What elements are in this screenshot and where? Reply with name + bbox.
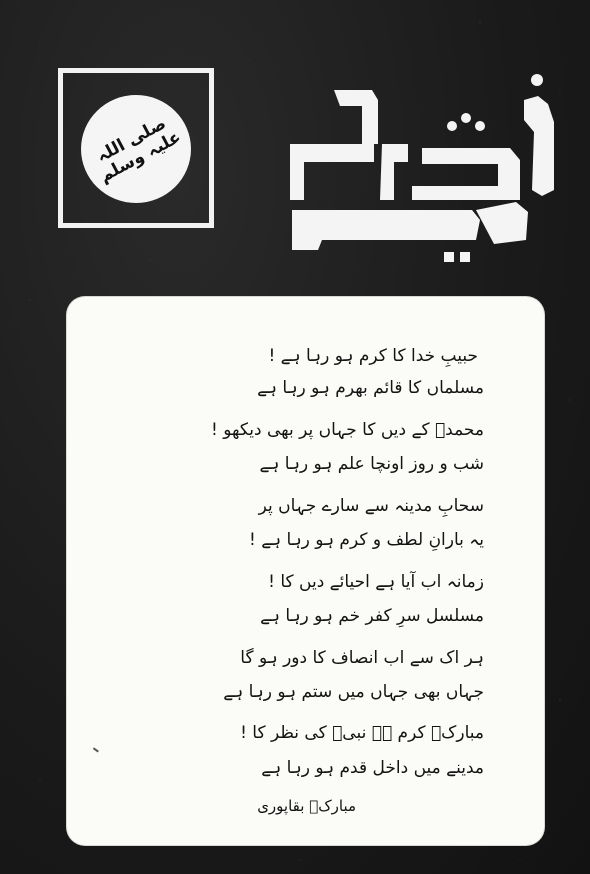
poem-line: شب و روز اونچا علم ہو رہا ہے [259, 454, 484, 474]
poem-line: جہاں بھی جہاں میں ستم ہو رہا ہے [223, 682, 484, 702]
poem-line: سحابِ مدینہ سے سارے جہاں پر [258, 496, 484, 516]
emblem-calligraphy: صلی اللہ علیہ وسلم [93, 113, 185, 187]
poem-line: ہر اک سے اب انصاف کا دور ہو گا [240, 648, 484, 668]
poem-line: زمانہ اب آیا ہے احیائے دیں کا ! [268, 572, 484, 592]
poem-line: مدینے میں داخل قدم ہو رہا ہے [261, 758, 484, 778]
print-mark [93, 747, 99, 752]
poem-line: مسلسل سرِ کفر خم ہو رہا ہے [260, 606, 484, 626]
emblem-frame [58, 68, 214, 228]
emblem-circle [81, 95, 191, 203]
poem-line: یہ بارانِ لطف و کرم ہو رہا ہے ! [248, 530, 484, 550]
title-calligraphy [262, 40, 562, 270]
poem-line: مسلماں کا قائم بھرم ہو رہا ہے [257, 378, 484, 398]
poet-signature: مبارکؔ بقاپوری [257, 797, 356, 815]
poem-card [67, 297, 544, 845]
poem-line: محمدؐ کے دیں کا جہاں پر بھی دیکھو ! [211, 420, 484, 440]
poem-line: حبیبِ خدا کا کرم ہو رہا ہے ! [268, 346, 478, 366]
poem-line: مبارکؔ کرم ہے نبیؐ کی نظر کا ! [240, 723, 484, 743]
